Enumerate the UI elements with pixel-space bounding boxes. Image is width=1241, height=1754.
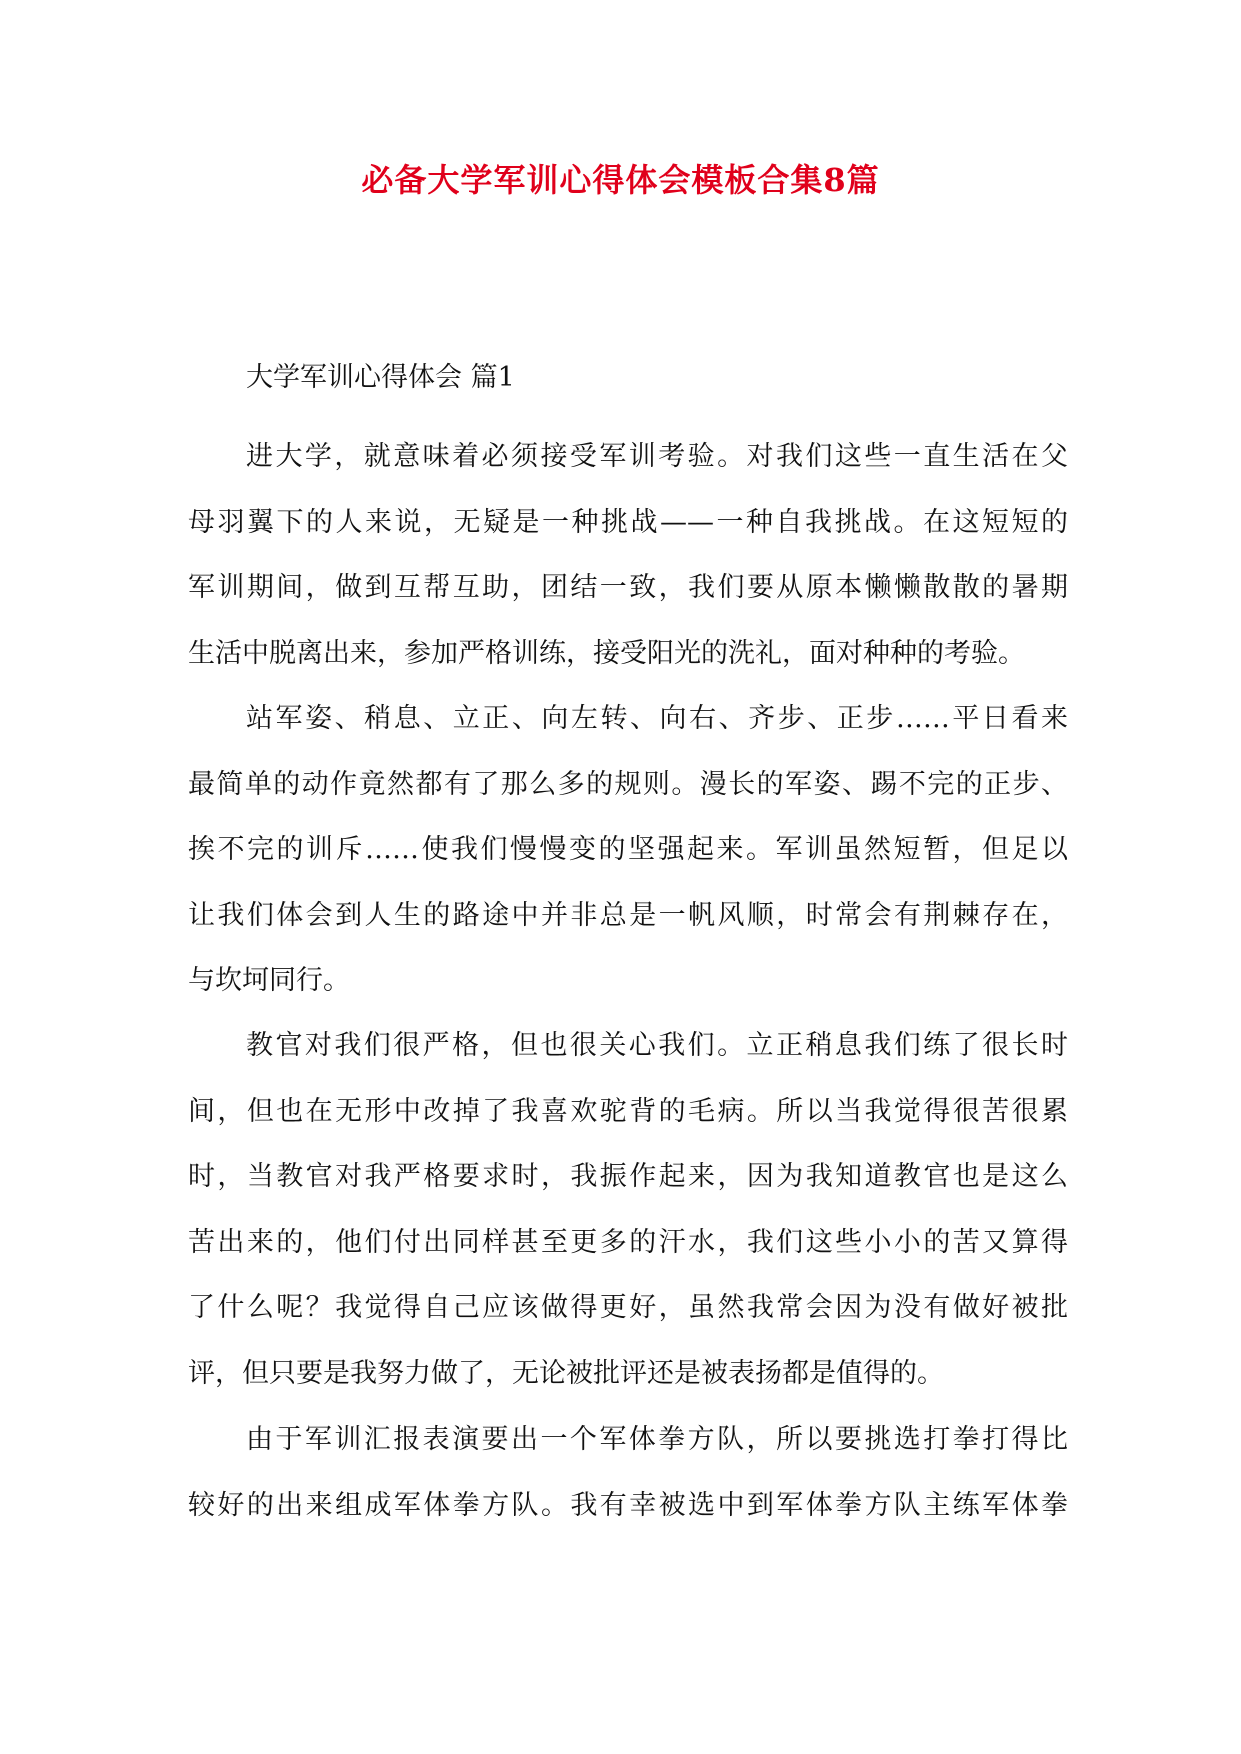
paragraph-3	[188, 1013, 1068, 1406]
paragraph-2	[188, 686, 1068, 1014]
paragraph-4	[188, 1407, 1068, 1538]
text-line: 挨不完的训斥……使我们慢慢变的坚强起来。军训虽然短暂，但足以	[188, 834, 1068, 865]
text-line: 站军姿、稍息、立正、向左转、向右、齐步、正步……平日看来	[246, 703, 1068, 734]
document-title: 必备大学军训心得体会模板合集8篇	[361, 161, 880, 199]
text-line: 较好的出来组成军体拳方队。我有幸被选中到军体拳方队主练军体拳	[188, 1489, 1068, 1521]
text-line: 间，但也在无形中改掉了我喜欢驼背的毛病。所以当我觉得很苦很累	[188, 1095, 1068, 1127]
text-line: 母羽翼下的人来说，无疑是一种挑战——一种自我挑战。在这短短的	[188, 506, 1068, 538]
text-line: 教官对我们很严格，但也很关心我们。立正稍息我们练了很长时	[246, 1030, 1068, 1061]
text-line: 苦出来的，他们付出同样甚至更多的汗水，我们这些小小的苦又算得	[188, 1226, 1068, 1258]
paragraph-1	[188, 424, 1068, 686]
text-line: 最简单的动作竟然都有了那么多的规则。漫长的军姿、踢不完的正步、	[188, 768, 1068, 800]
text-line: 进大学，就意味着必须接受军训考验。对我们这些一直生活在父	[246, 441, 1068, 472]
text-line: 与坎坷同行。	[188, 965, 350, 996]
section-heading: 大学军训心得体会 篇1	[246, 362, 515, 393]
text-line: 时，当教官对我严格要求时，我振作起来，因为我知道教官也是这么	[188, 1161, 1068, 1192]
text-line: 由于军训汇报表演要出一个军体拳方队，所以要挑选打拳打得比	[246, 1424, 1068, 1455]
text-line: 让我们体会到人生的路途中并非总是一帆风顺，时常会有荆棘存在，	[188, 899, 1068, 931]
text-line: 军训期间，做到互帮互助，团结一致，我们要从原本懒懒散散的暑期	[188, 572, 1068, 603]
text-line: 生活中脱离出来，参加严格训练，接受阳光的洗礼，面对种种的考验。	[188, 637, 1025, 669]
text-line: 评，但只要是我努力做了，无论被批评还是被表扬都是值得的。	[188, 1357, 944, 1389]
text-line: 了什么呢？我觉得自己应该做得更好，虽然我常会因为没有做好被批	[188, 1292, 1068, 1323]
